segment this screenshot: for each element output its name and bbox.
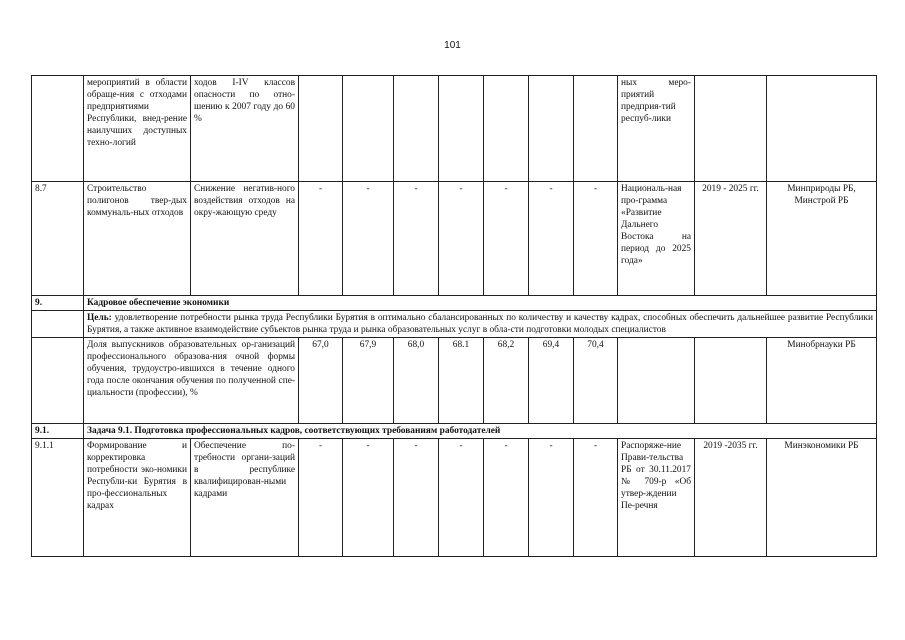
cell-value: 68,0 <box>394 338 439 424</box>
cell-indicator: Снижение негатив-ного воздействия отходов на окру-жающую среду <box>191 182 299 296</box>
cell-program: Распоряже-ние Прави-тельства РБ от 30.11.2017 № 709-р «Об утвер-ждении Пе-речня <box>618 439 695 557</box>
cell-value: - <box>299 182 343 296</box>
cell-value: - <box>394 182 439 296</box>
page-number: 101 <box>444 40 461 51</box>
cell-value: - <box>484 439 529 557</box>
cell-value: - <box>574 182 618 296</box>
cell-program: Националь-ная про-грамма «Развитие Дальнего Востока на период до 2025 года» <box>618 182 695 296</box>
table-row-8-7 <box>32 182 877 296</box>
section-title: Задача 9.1. Подготовка профессиональных кадров, соответствующих требованиям работодателей <box>84 424 877 439</box>
cell-value: - <box>343 182 394 296</box>
cell-num: 9.1.1 <box>32 439 84 557</box>
cell-value: 69,4 <box>529 338 574 424</box>
cell-value: 68,2 <box>484 338 529 424</box>
cell-value: - <box>529 439 574 557</box>
cell-value: - <box>574 439 618 557</box>
table-row-9-1-1 <box>32 439 877 557</box>
document-table <box>31 75 877 557</box>
goal-cell <box>84 311 877 338</box>
cell-num: 9.1. <box>32 424 84 439</box>
cell-num <box>32 76 84 182</box>
cell-activity: мероприятий в области обраще-ния с отходами предприятиями Республики, внед-рение наилучших доступных техно-логий <box>84 76 191 182</box>
cell-value: - <box>484 182 529 296</box>
table-row-continuation <box>32 76 877 182</box>
cell-activity: Формирование и корректировка потребности эко-номики Республи-ки Бурятия в про-фессиональных кадрах <box>84 439 191 557</box>
table-row-section-9 <box>32 296 877 311</box>
cell-value: - <box>439 439 484 557</box>
cell-indicator: Обеспечение по-требности органи-заций в республике квалифицирован-ными кадрами <box>191 439 299 557</box>
cell-value: - <box>299 439 343 557</box>
cell-num: 8.7 <box>32 182 84 296</box>
cell-num: 9. <box>32 296 84 311</box>
cell-executor: Минобрнауки РБ <box>767 338 877 424</box>
cell-indicator: ходов I-IV классов опасности по отно-шению к 2007 году до 60 % <box>191 76 299 182</box>
goal-text: удовлетворение потребности рынка труда Республики Бурятия в оптимально сбалансированных по количеству и качеству кадрах, способных обеспечить дальнейшее развитие Республики Бурятия, а также активное взаимодействие субъектов рынка труда и рынка образовательных услуг в обла-сти подготовки молодых специалистов <box>87 313 873 335</box>
cell-indicator: Доля выпускников образовательных ор-ганизаций профессионального образова-ния очной формы обучения, трудоустро-ившихся в течение одного года после окончания обучения по полученной спе-циальности (профессии), % <box>84 338 299 424</box>
cell-period: 2019 -2035 гг. <box>695 439 767 557</box>
cell-program: ных меро-приятий предприя-тий респуб-лики <box>618 76 695 182</box>
cell-value: - <box>343 439 394 557</box>
cell-value: 67,9 <box>343 338 394 424</box>
cell-activity: Строительство полигонов твер-дых коммуналь-ных отходов <box>84 182 191 296</box>
cell-value: - <box>439 182 484 296</box>
cell-value: 70,4 <box>574 338 618 424</box>
cell-value: 68.1 <box>439 338 484 424</box>
table-row-goal <box>32 311 877 338</box>
cell-value: 67,0 <box>299 338 343 424</box>
section-title: Кадровое обеспечение экономики <box>84 296 877 311</box>
goal-label: Цель: <box>87 313 112 323</box>
cell-executor: Минприроды РБ, Минстрой РБ <box>767 182 877 296</box>
cell-value: - <box>529 182 574 296</box>
table-row-section-9-1 <box>32 424 877 439</box>
cell-value: - <box>394 439 439 557</box>
cell-period: 2019 - 2025 гг. <box>695 182 767 296</box>
cell-executor: Минэкономики РБ <box>767 439 877 557</box>
table-row-indicator-share <box>32 338 877 424</box>
